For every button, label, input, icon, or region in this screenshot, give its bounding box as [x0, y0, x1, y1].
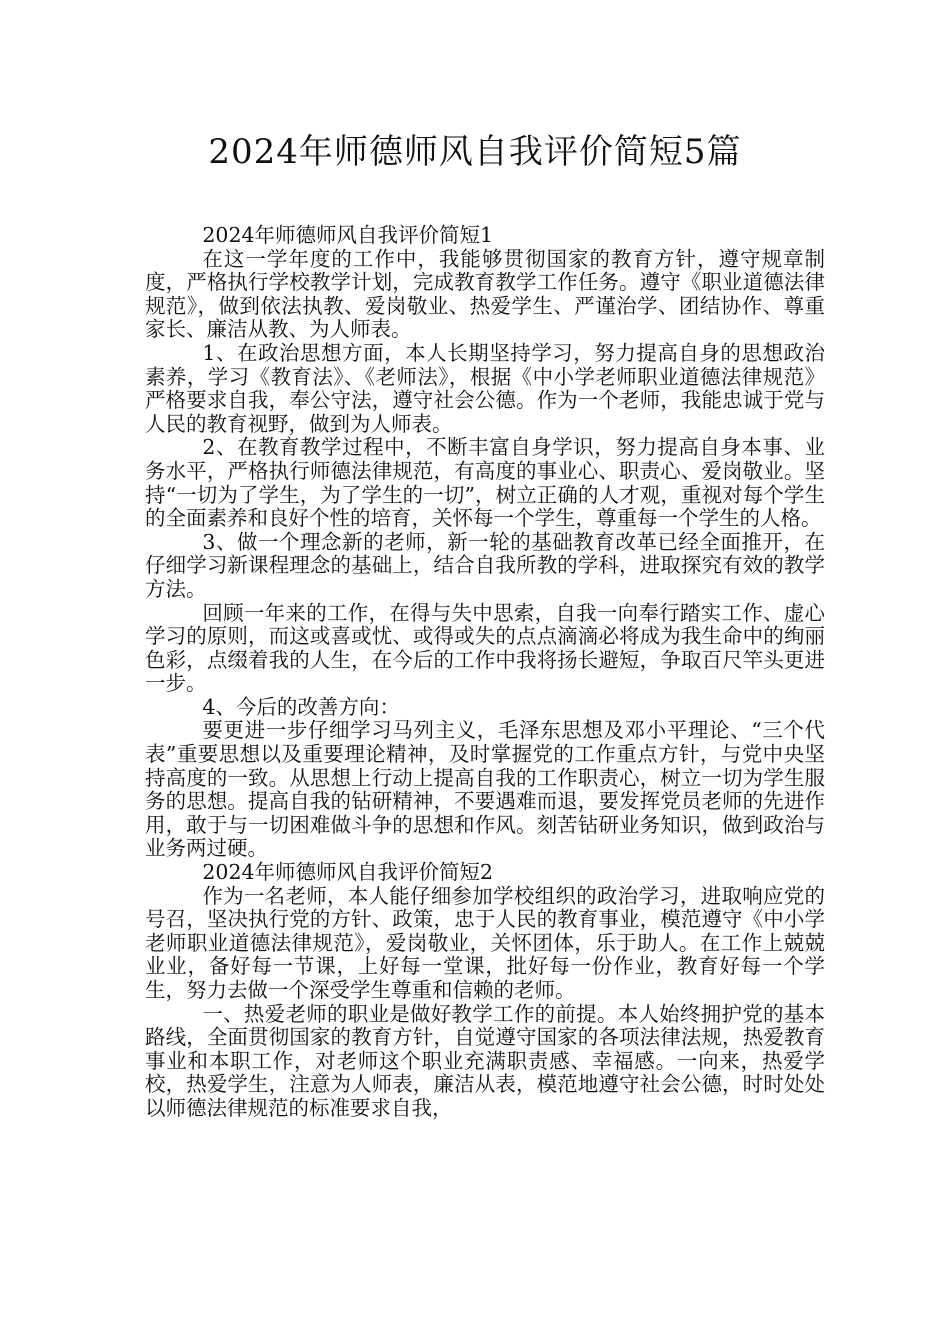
- paragraph-intro-1: 在这一学年度的工作中，我能够贯彻国家的教育方针，遵守规章制度，严格执行学校教学计划，完成教育教学工作任务。遵守《职业道德法律规范》，做到依法执教、爱岗敬业、热爱学生、严谨治学、团结协作、尊重家长、廉洁从教、为人师表。: [145, 246, 825, 342]
- paragraph-point-2: 2、在教育教学过程中，不断丰富自身学识，努力提高自身本事、业务水平，严格执行师德法律规范，有高度的事业心、职责心、爱岗敬业。坚持“一切为了学生，为了学生的一切”，树立正确的人才观，重视对每个学生的全面素养和良好个性的培育，关怀每一个学生，尊重每一个学生的人格。: [145, 435, 825, 531]
- paragraph-point-4: 4、今后的改善方向：: [202, 694, 400, 719]
- document-title: 2024年师德师风自我评价简短5篇: [208, 132, 742, 172]
- section-heading-1: 2024年师德师风自我评价简短1: [202, 223, 494, 247]
- document-body: [145, 224, 825, 1121]
- paragraph-intro-2: 作为一名老师，本人能仔细参加学校组织的政治学习，进取响应党的号召，坚决执行党的方针、政策，忠于人民的教育事业，模范遵守《中小学老师职业道德法律规范》，爱岗敬业，关怀团体，乐于助人。在工作上兢兢业业，备好每一节课，上好每一堂课，批好每一份作业，教育好每一个学生，努力去做一个深受学生尊重和信赖的老师。: [145, 883, 825, 1002]
- section-heading-2: 2024年师德师风自我评价简短2: [202, 860, 494, 885]
- paragraph-improvement: 要更进一步仔细学习马列主义，毛泽东思想及邓小平理论、“三个代表”重要思想以及重要理论精神，及时掌握党的工作重点方针，与党中央坚持高度的一致。从思想上行动上提高自我的工作职责心，树立一切为学生服务的思想。提高自我的钻研精神，不要遇难而退，要发挥党员老师的先进作用，敢于与一切困难做斗争的思想和作风。刻苦钻研业务知识，做到政治与业务两过硬。: [145, 718, 825, 861]
- paragraph-point-3: 3、做一个理念新的老师，新一轮的基础教育改革已经全面推开，在仔细学习新课程理念的基础上，结合自我所教的学科，进取探究有效的教学方法。: [145, 529, 825, 601]
- paragraph-review: 回顾一年来的工作，在得与失中思索，自我一向奉行踏实工作、虚心学习的原则，而这或喜或忧、或得或失的点点滴滴必将成为我生命中的绚丽色彩，点缀着我的人生，在今后的工作中我将扬长避短，争取百尺竿头更进一步。: [145, 600, 825, 696]
- paragraph-section-2-point-1: 一、热爱老师的职业是做好教学工作的前提。本人始终拥护党的基本路线，全面贯彻国家的教育方针，自觉遵守国家的各项法律法规，热爱教育事业和本职工作，对老师这个职业充满职责感、幸福感。一向来，热爱学校，热爱学生，注意为人师表，廉洁从表，模范地遵守社会公德，时时处处以师德法律规范的标准要求自我，: [145, 1001, 825, 1120]
- paragraph-point-1: 1、在政治思想方面，本人长期坚持学习，努力提高自身的思想政治素养，学习《教育法》、《老师法》，根据《中小学老师职业道德法律规范》严格要求自我，奉公守法，遵守社会公德。作为一个老师，我能忠诚于党与人民的教育视野，做到为人师表。: [145, 340, 825, 436]
